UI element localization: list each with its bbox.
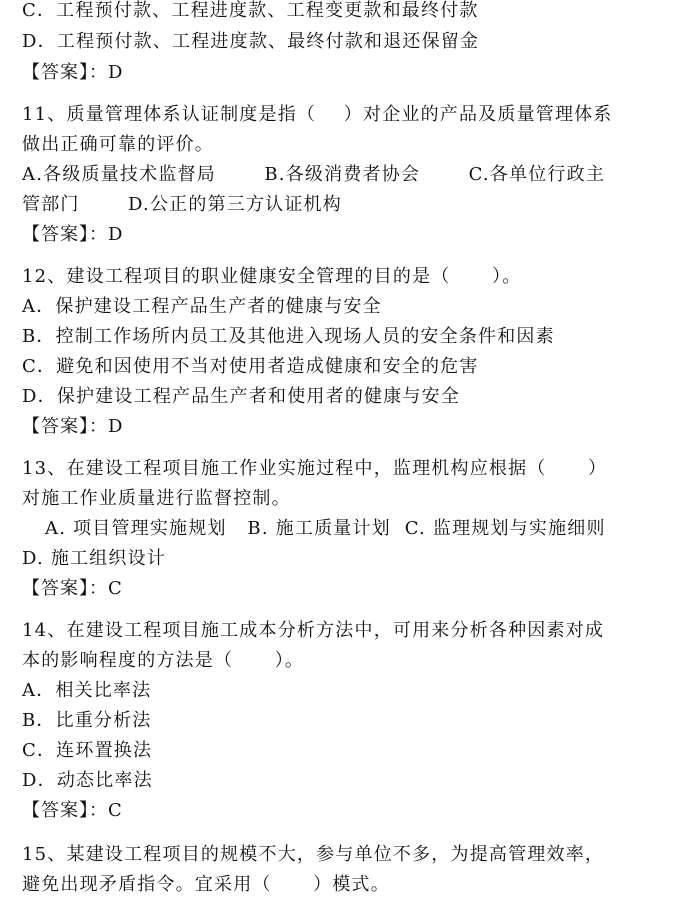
q13-answer: 【答案】：C [22, 578, 123, 599]
q11-stem-line-1: 11、质量管理体系认证制度是指（ ）对企业的产品及质量管理体系 [22, 104, 613, 125]
q12-option-a: A．保护建设工程产品生产者的健康与安全 [22, 296, 382, 317]
q12-option-d: D．保护建设工程产品生产者和使用者的健康与安全 [22, 386, 461, 407]
q11-options-line-1: A.各级质量技术监督局 B.各级消费者协会 C.各单位行政主 [22, 164, 606, 185]
q13-options-line-1: A. 项目管理实施规划 B. 施工质量计划 C. 监理规划与实施细则 [45, 518, 606, 539]
q10-option-d: D．工程预付款、工程进度款、最终付款和退还保留金 [22, 31, 480, 52]
q13-options-line-2: D. 施工组织设计 [22, 548, 167, 569]
q12-stem: 12、建设工程项目的职业健康安全管理的目的是（ ）。 [22, 266, 522, 287]
q15-stem-line-1: 15、某建设工程项目的规模不大，参与单位不多，为提高管理效率， [22, 844, 605, 865]
q10-answer: 【答案】：D [22, 62, 124, 83]
q13-stem-line-2: 对施工作业质量进行监督控制。 [22, 488, 291, 509]
q11-answer: 【答案】：D [22, 224, 124, 245]
q14-stem-line-2: 本的影响程度的方法是（ ）。 [22, 650, 305, 671]
q14-option-d: D．动态比率法 [22, 770, 153, 791]
q11-stem-line-2: 做出正确可靠的评价。 [22, 134, 214, 155]
q12-answer: 【答案】：D [22, 416, 124, 437]
q14-stem-line-1: 14、在建设工程项目施工成本分析方法中，可用来分析各种因素对成 [22, 620, 605, 641]
q15-stem-line-2: 避免出现矛盾指令。宜采用（ ）模式。 [22, 874, 390, 895]
q12-option-b: B．控制工作场所内员工及其他进入现场人员的安全条件和因素 [22, 326, 555, 347]
q14-option-c: C．连环置换法 [22, 740, 153, 761]
q10-option-c: C．工程预付款、工程进度款、工程变更款和最终付款 [22, 0, 479, 21]
q14-option-b: B．比重分析法 [22, 710, 152, 731]
q11-options-line-2: 管部门 D.公正的第三方认证机构 [22, 194, 342, 215]
q13-stem-line-1: 13、在建设工程项目施工作业实施过程中，监理机构应根据（ ） [22, 458, 608, 479]
q14-option-a: A．相关比率法 [22, 680, 152, 701]
q14-answer: 【答案】：C [22, 800, 123, 821]
q12-option-c: C．避免和因使用不当对使用者造成健康和安全的危害 [22, 356, 479, 377]
